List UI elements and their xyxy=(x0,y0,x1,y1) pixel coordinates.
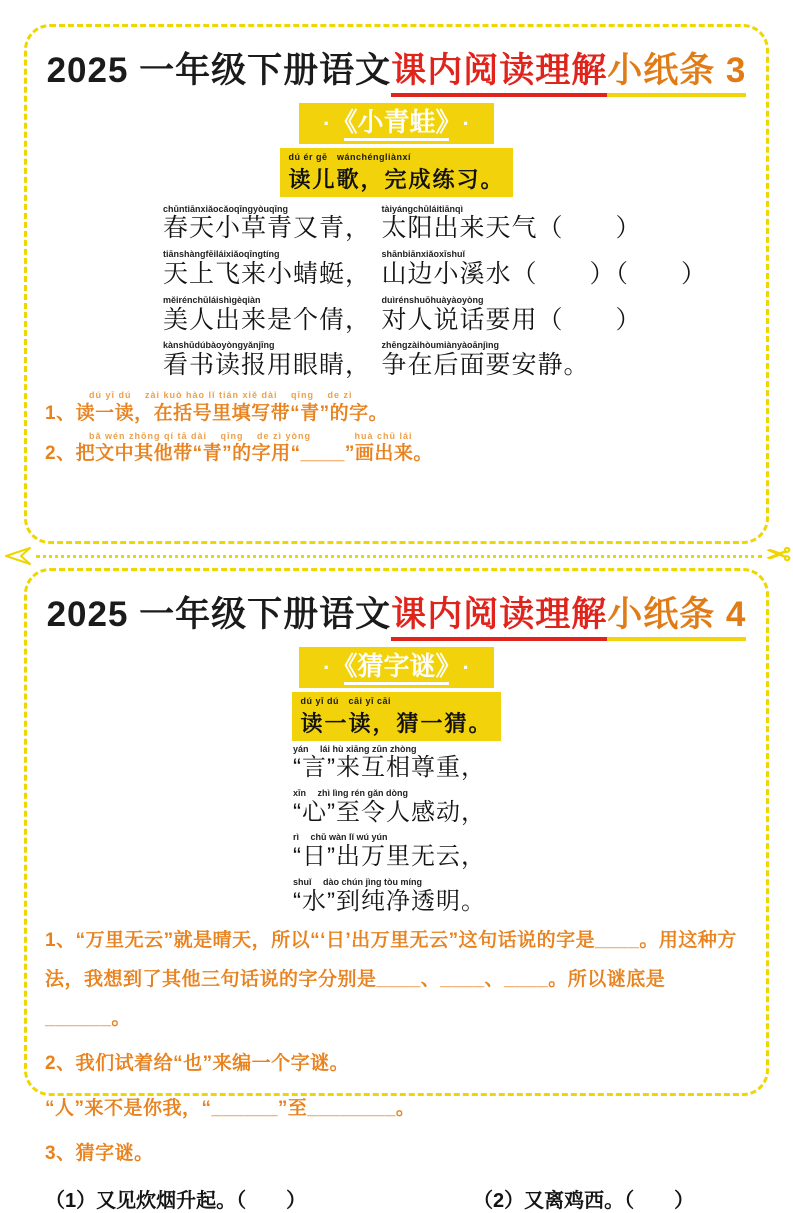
poem-line xyxy=(163,205,752,244)
instruction-text: 读儿歌，完成练习。 xyxy=(288,166,505,192)
lesson-badge-row xyxy=(41,647,752,688)
instruction-row xyxy=(41,692,752,741)
riddle-line xyxy=(293,878,752,915)
pinyin-annotation: shānbiānxiǎoxīshuǐ xyxy=(381,249,465,260)
pinyin-annotation: tàiyángchūláitiānqì xyxy=(381,203,463,214)
poem-block xyxy=(163,205,752,381)
riddle-pinyin: shuǐ dào chún jìng tòu míng xyxy=(293,876,422,887)
question-pinyin: bǎ wén zhōng qí tā dài qīng de zì yòng huà chū lái xyxy=(89,430,413,441)
question-2-fill-line: “人”来不是你我，“______”至________。 xyxy=(45,1098,416,1120)
riddle-pinyin: rì chū wàn lǐ wú yún xyxy=(293,832,388,843)
riddle-line xyxy=(293,833,752,870)
question-item xyxy=(45,431,750,467)
question-2: 2、我们试着给“也”来编一个字谜。 xyxy=(45,1053,350,1075)
badge-dot-left: · xyxy=(323,111,331,137)
scissors-icon: ✂ xyxy=(765,539,791,572)
poem-text: 争在后面要安静。 xyxy=(381,351,590,380)
instruction-banner xyxy=(292,692,500,741)
worksheet-card-3 xyxy=(24,24,769,544)
pinyin-annotation: kànshūdúbàoyòngyǎnjīng xyxy=(163,340,275,351)
poem-text: 看书读报用眼睛， xyxy=(163,351,372,380)
riddle-text: “心”至令人感动， xyxy=(293,798,486,826)
worksheet-card-4 xyxy=(24,568,769,1213)
riddle-segment xyxy=(293,833,486,870)
lesson-badge-row xyxy=(41,103,752,144)
question-1: 1、“万里无云”就是晴天，所以“‘日’出万里无云”这句话说的字是____。用这种方法，我想到了其他三句话说的字分别是____、____、____。所以谜底是______。 xyxy=(45,930,737,1030)
question-text: 1、读一读，在括号里填写带“青”的字。 xyxy=(45,402,389,424)
instruction-pinyin: dú yī dú cāi yī cāi xyxy=(300,695,392,706)
lesson-badge xyxy=(299,103,494,144)
instruction-text: 读一读，猜一猜。 xyxy=(300,710,493,736)
title-number-part: 小纸条 4 xyxy=(607,595,746,641)
cut-divider xyxy=(2,539,791,572)
riddle-text: “日”出万里无云， xyxy=(293,843,486,871)
poem-segment xyxy=(381,205,641,244)
question-text: 2、把文中其他带“青”的字用“____”画出来。 xyxy=(45,443,433,465)
lesson-badge xyxy=(299,647,494,688)
pinyin-annotation: zhēngzàihòumiànyàoānjìng xyxy=(381,340,499,351)
card-title xyxy=(41,587,752,637)
riddle-sub-1: （1）又见炊烟升起。（ ） xyxy=(45,1190,307,1213)
poem-text: 美人出来是个倩， xyxy=(163,305,372,334)
poem-segment xyxy=(381,341,589,380)
riddle-sub-2: （2）又离鸡西。（ ） xyxy=(473,1190,695,1213)
riddle-block xyxy=(293,745,752,916)
riddle-segment xyxy=(293,878,486,915)
poem-text: 山边小溪水（ ）（ ） xyxy=(381,260,707,289)
pinyin-annotation: měirénchūláishìgèqiàn xyxy=(163,294,261,305)
cut-arrow-icon xyxy=(2,545,32,567)
riddle-pinyin: yán lái hù xiāng zūn zhòng xyxy=(293,743,417,754)
lesson-title: 《猜字谜》 xyxy=(344,651,448,685)
riddle-segment xyxy=(293,789,486,826)
title-grade-part: 2025 一年级下册语文 xyxy=(46,595,392,634)
instruction-pinyin: dú ér gē wánchéngliànxí xyxy=(288,151,412,162)
badge-dot-left: · xyxy=(323,655,331,681)
poem-segment xyxy=(163,341,371,380)
cut-dotted-line xyxy=(36,555,762,558)
question-pinyin: dú yī dú zài kuò hào lǐ tián xiě dài qīng de zì xyxy=(89,390,353,401)
poem-line xyxy=(163,250,752,289)
poem-text: 对人说话要用（ ） xyxy=(381,305,642,334)
title-number-part: 小纸条 3 xyxy=(607,51,746,97)
question-item xyxy=(45,390,750,426)
poem-segment xyxy=(163,250,371,289)
lesson-title: 《小青蛙》 xyxy=(344,107,448,141)
poem-text: 天上飞来小蜻蜓， xyxy=(163,260,372,289)
riddle-line xyxy=(293,789,752,826)
riddle-text: “水”到纯净透明。 xyxy=(293,887,486,915)
title-topic-part: 课内阅读理解 xyxy=(391,51,607,97)
questions-block xyxy=(45,390,750,467)
riddle-line xyxy=(293,745,752,782)
poem-segment xyxy=(163,205,371,244)
pinyin-annotation: chūntiānxiǎocǎoqīngyòuqīng xyxy=(163,203,289,214)
instruction-banner xyxy=(280,148,512,197)
riddle-pinyin: xīn zhì lìng rén gǎn dòng xyxy=(293,787,408,798)
question-3: 3、猜字谜。 xyxy=(45,1143,154,1165)
pinyin-annotation: tiānshàngfēiláixiǎoqīngtíng xyxy=(163,249,280,260)
instruction-row xyxy=(41,148,752,197)
title-grade-part: 2025 一年级下册语文 xyxy=(46,51,392,90)
poem-text: 太阳出来天气（ ） xyxy=(381,214,642,243)
riddle-text: “言”来互相尊重， xyxy=(293,754,486,782)
poem-text: 春天小草青又青， xyxy=(163,214,372,243)
card-title xyxy=(41,43,752,93)
title-topic-part: 课内阅读理解 xyxy=(391,595,607,641)
poem-segment xyxy=(381,296,641,335)
poem-segment xyxy=(163,296,371,335)
poem-segment xyxy=(381,250,707,289)
riddle-segment xyxy=(293,745,486,782)
badge-dot-right: · xyxy=(462,655,470,681)
poem-line xyxy=(163,341,752,380)
poem-line xyxy=(163,296,752,335)
pinyin-annotation: duìrénshuōhuàyàoyòng xyxy=(381,294,484,305)
riddle-sub-row xyxy=(45,1184,750,1213)
badge-dot-right: · xyxy=(462,111,470,137)
